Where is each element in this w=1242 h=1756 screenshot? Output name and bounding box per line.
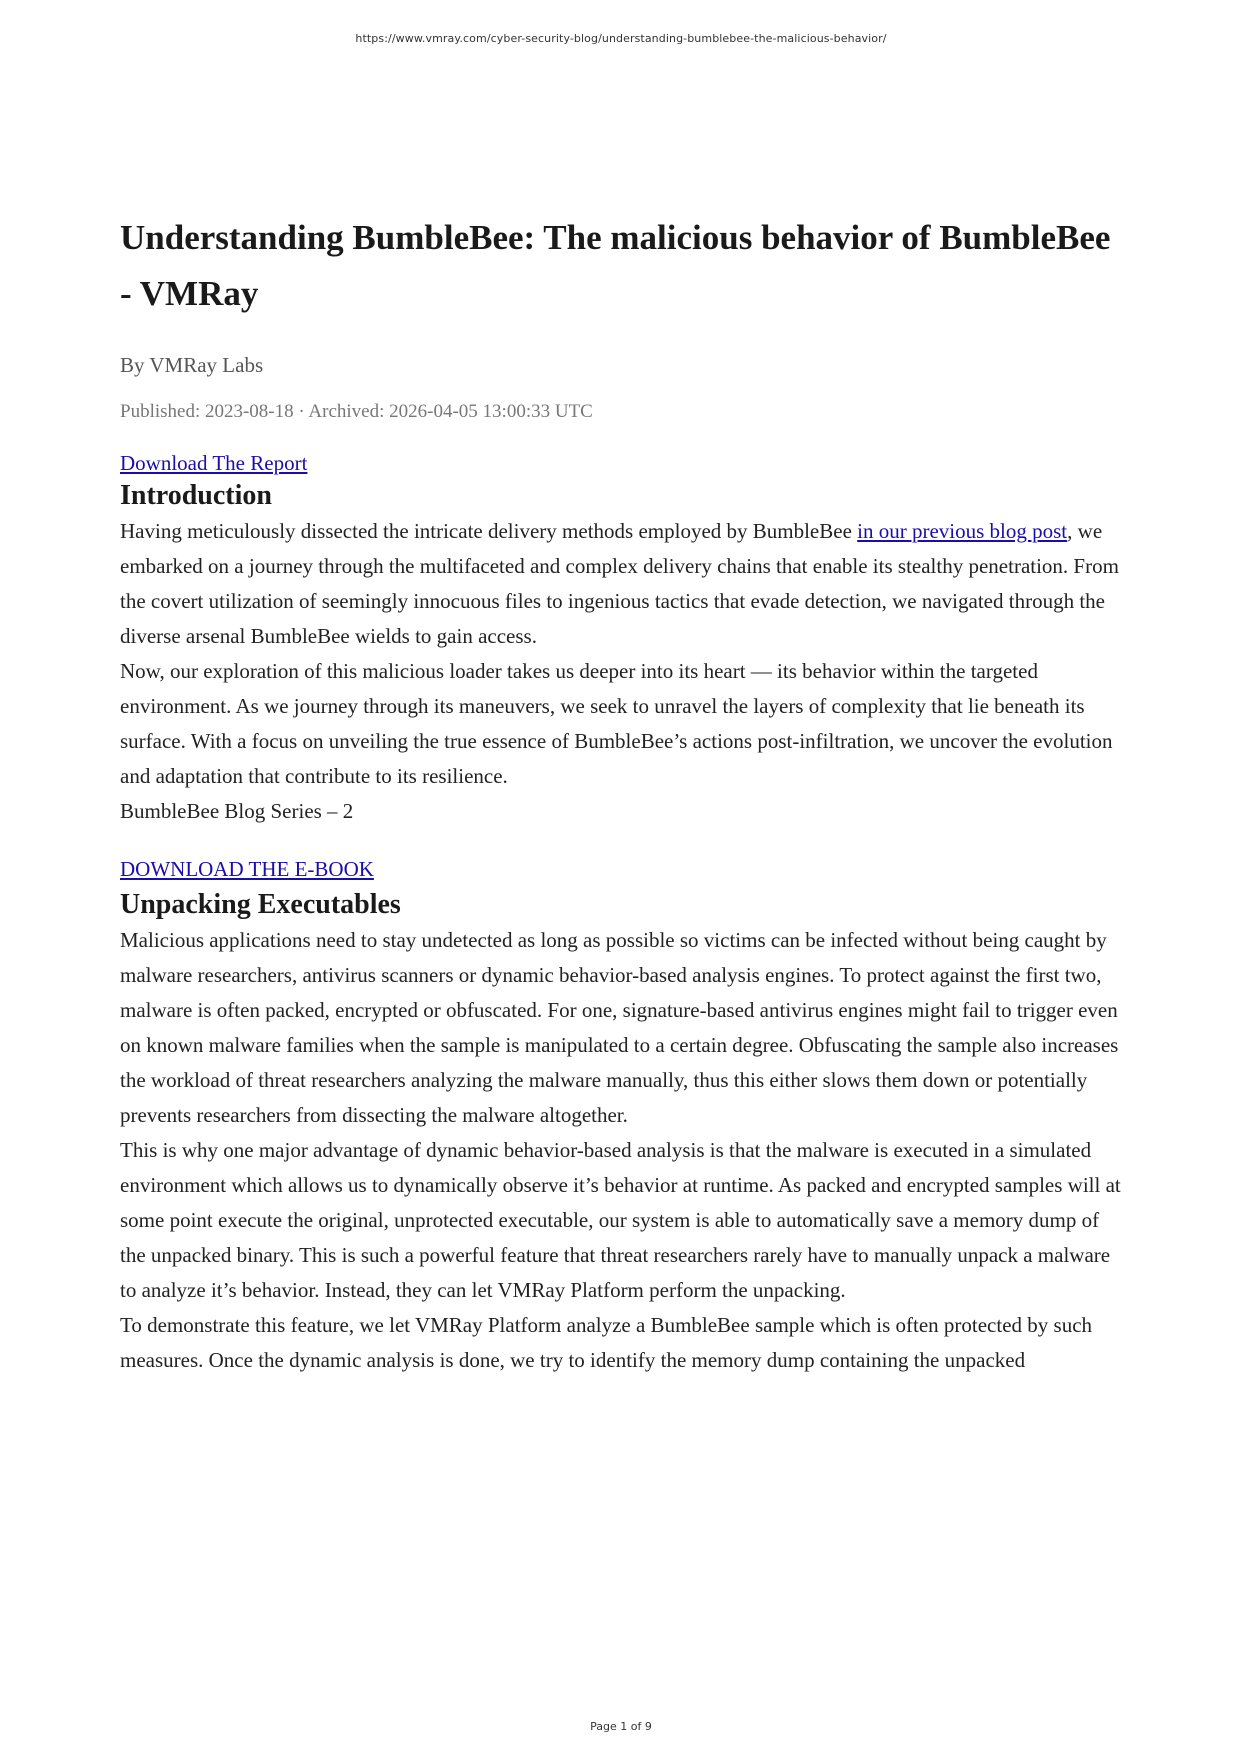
title-line-2: - VMRay — [120, 274, 259, 313]
intro-paragraph-2: Now, our exploration of this malicious loader takes us deeper into its heart — its behavior within the targeted environment. As we journey through its maneuvers, we seek to unravel the layers of complexity that lie beneath its surface. With a focus on unveiling the true essence of BumbleBee’s actions post-infiltration, we uncover the evolution and adaptation that contribute to its resilience. — [120, 659, 1113, 788]
unpacking-paragraph-3: To demonstrate this feature, we let VMRay Platform analyze a BumbleBee sample which is often protected by such measures. Once the dynamic analysis is done, we try to identify the memory dump containing the unpacked — [120, 1313, 1093, 1372]
unpacking-paragraph-1: Malicious applications need to stay undetected as long as possible so victims can be infected without being caught by malware researchers, antivirus scanners or dynamic behavior-based analysis engines. To protect against the first two, malware is often packed, encrypted or obfuscated. For one, signature-based antivirus engines might fail to trigger even on known malware families when the sample is manipulated to a certain degree. Obfuscating the sample also increases the workload of threat researchers analyzing the malware manually, thus this either slows them down or potentially prevents researchers from dissecting the malware altogether. — [120, 928, 1119, 1127]
previous-blog-post-link[interactable]: in our previous blog post — [857, 519, 1068, 543]
series-label: BumbleBee Blog Series – 2 — [120, 799, 354, 823]
intro-p1-text-end: , we embarked on a journey through the multifaceted and complex delivery chains that enable its stealthy penetration. From the covert utilization of seemingly innocuous files to ingenious tactics that evade detection, we navigated through the diverse arsenal BumbleBee wields to gain access. — [120, 519, 1119, 648]
title-line-1: Understanding BumbleBee: The malicious behavior of BumbleBee — [120, 218, 1111, 257]
ebook-link-row — [120, 852, 1130, 887]
intro-paragraph-1 — [120, 514, 1130, 654]
report-link-row — [120, 448, 1130, 478]
intro-p1-text-start: Having meticulously dissected the intricate delivery methods employed by BumbleBee — [120, 519, 858, 543]
unpacking-executables-heading: Unpacking Executables — [120, 889, 401, 920]
byline: By VMRay Labs — [120, 353, 264, 377]
publish-meta: Published: 2023-08-18 · Archived: 2026-04-05 13:00:33 UTC — [120, 401, 593, 422]
unpacking-paragraph-2: This is why one major advantage of dynamic behavior-based analysis is that the malware is executed in a simulated environment which allows us to dynamically observe it’s behavior at runtime. As packed and encrypted samples will at some point execute the original, unprotected executable, our system is able to automatically save a memory dump of the unpacked binary. This is such a powerful feature that threat researchers rarely have to manually unpack a malware to analyze it’s behavior. Instead, they can let VMRay Platform perform the unpacking. — [120, 1138, 1121, 1302]
download-ebook-link[interactable]: DOWNLOAD THE E-BOOK — [120, 857, 374, 881]
page-number: Page 1 of 9 — [590, 1720, 652, 1733]
article-body — [120, 210, 1130, 1378]
page-title — [120, 210, 1130, 322]
print-header-url: https://www.vmray.com/cyber-security-blog/understanding-bumblebee-the-malicious-behavior/ — [355, 32, 887, 45]
download-report-link[interactable]: Download The Report — [120, 451, 308, 475]
introduction-heading: Introduction — [120, 480, 272, 511]
